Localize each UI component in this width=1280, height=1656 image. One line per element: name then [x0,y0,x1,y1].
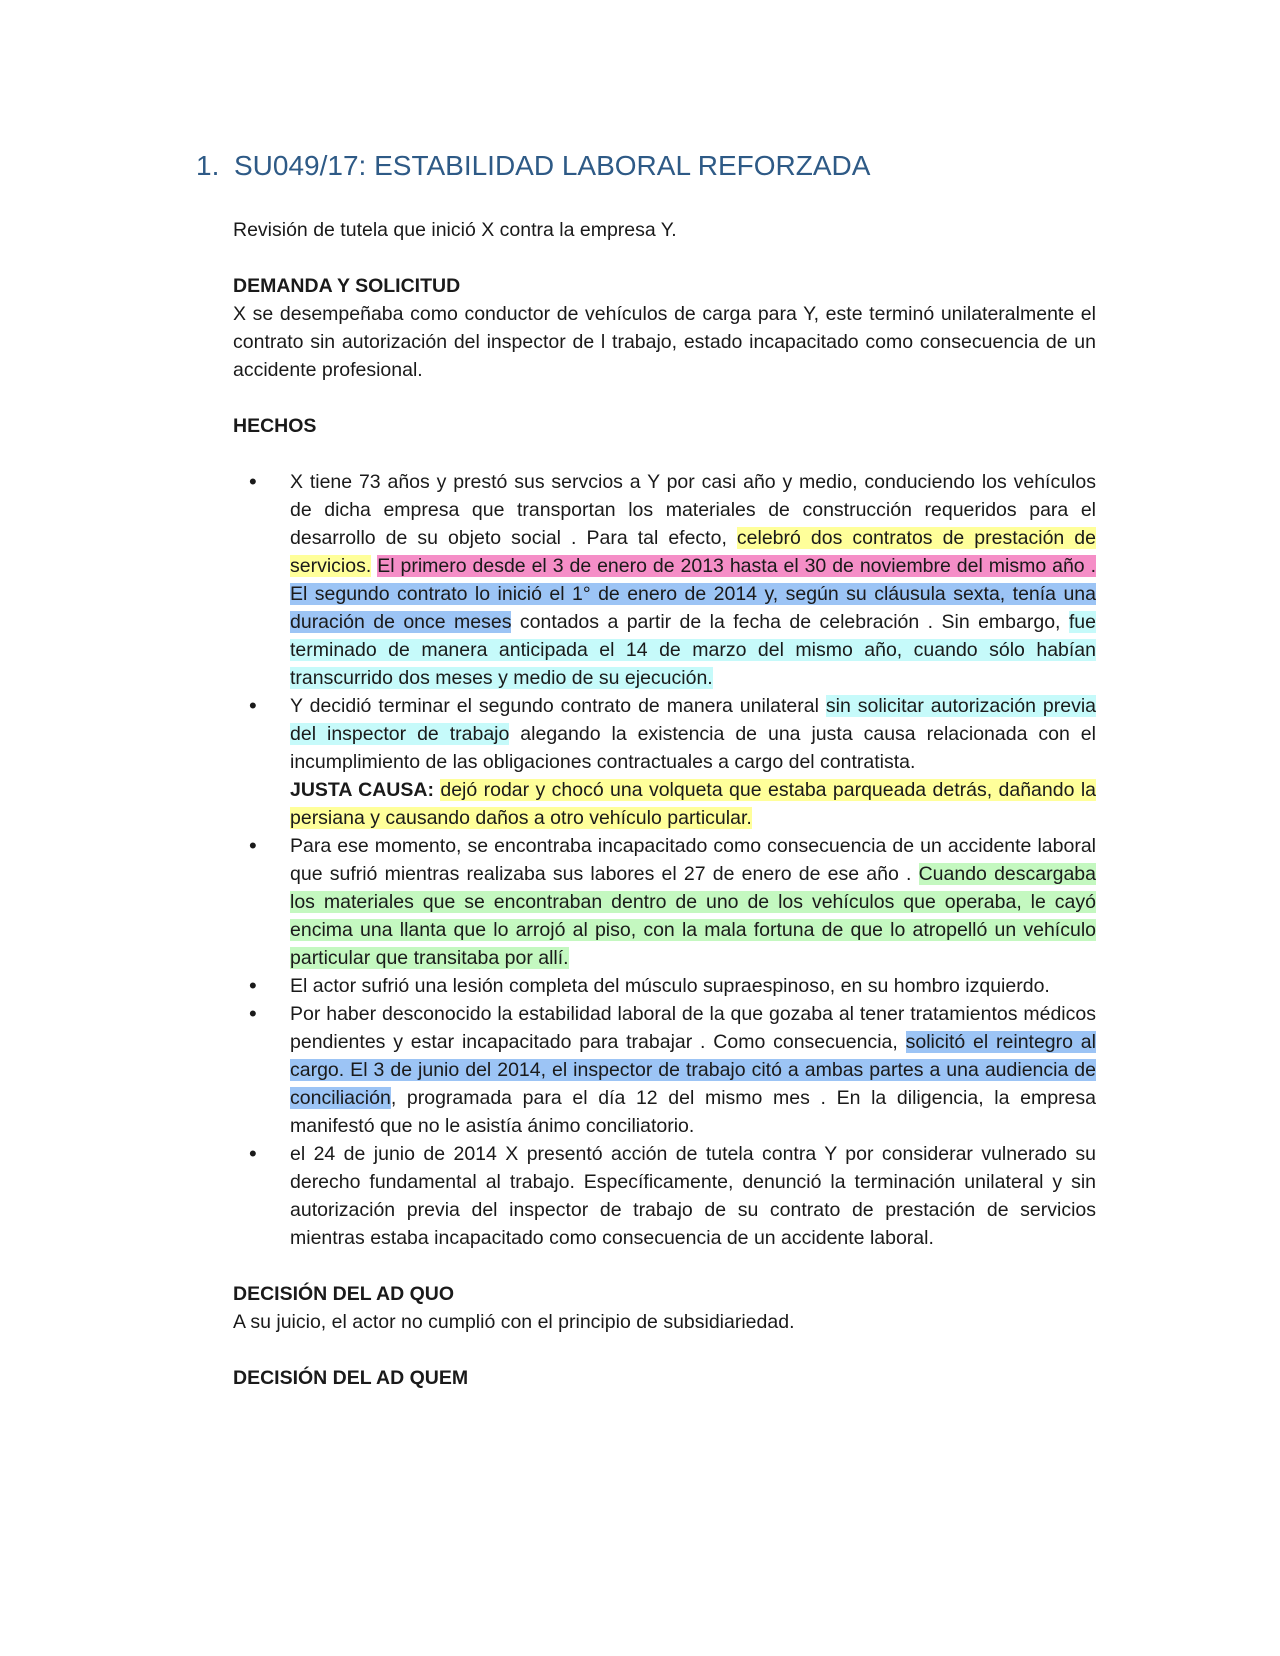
intro-paragraph: Revisión de tutela que inició X contra la empresa Y. [233,219,677,241]
list-item [233,832,1096,972]
highlight-blue: El segundo contrato lo inició el 1° de enero de 2014 y, según su cláusula sexta, tenía una duración de once meses [290,583,1096,633]
demanda-paragraph: X se desempeñaba como conductor de vehículos de carga para Y, este terminó unilateralmente el contrato sin autorización del inspector de l trabajo, estado incapacitado como consecuencia de un accidente profesional. [233,303,1096,381]
highlight-cyan: sin solicitar autorización previa del inspector de trabajo [290,695,1096,745]
heading-number: 1. [196,150,220,181]
highlight-pink: El primero desde el 3 de enero de 2013 hasta el 30 de noviembre del mismo año . [377,555,1096,577]
ad-quo-paragraph: A su juicio, el actor no cumplió con el principio de subsidiariedad. [233,1311,795,1333]
ad-quo-heading: DECISIÓN DEL AD QUO [233,1283,455,1305]
highlight-cyan: fue terminado de manera anticipada el 14 de marzo del mismo año, cuando sólo habían transcurrido dos meses y medio de su ejecución. [290,611,1096,689]
document-body [233,216,1096,1392]
highlight-blue: solicitó el reintegro al cargo. El 3 de junio del 2014, el inspector de trabajo citó a ambas partes a una audiencia de conciliación [290,1031,1096,1109]
justa-causa-label: JUSTA CAUSA: [290,779,434,801]
text-run: contados a partir de la fecha de celebración . Sin embargo, [511,611,1069,633]
section-heading [196,150,870,182]
hechos-heading: HECHOS [233,415,317,437]
list-item [233,1000,1096,1140]
text-run: Para ese momento, se encontraba incapacitado como consecuencia de un accidente laboral que sufrió mientras realizaba sus labores el 27 de enero de ese año . [290,835,1096,885]
text-run: Por haber desconocido la estabilidad laboral de la que gozaba al tener tratamientos médicos pendientes y estar incapacitado para trabajar . Como consecuencia, [290,1003,1096,1053]
text-run: X tiene 73 años y prestó sus servcios a Y por casi año y medio, conduciendo los vehículos de dicha empresa que transportan los materiales de construcción requeridos para el desarrollo de su objeto social . Para tal efecto, [290,471,1096,549]
heading-text: SU049/17: ESTABILIDAD LABORAL REFORZADA [234,150,871,181]
list-item [233,468,1096,692]
list-item [233,692,1096,832]
text-run: , programada para el día 12 del mismo mes . En la diligencia, la empresa manifestó que no le asistía ánimo conciliatorio. [290,1087,1096,1137]
list-item: • El actor sufrió una lesión completa del músculo supraespinoso, en su hombro izquierdo. [233,972,1096,1000]
highlight-green: Cuando descargaba los materiales que se encontraban dentro de uno de los vehículos que operaba, le cayó encima una llanta que lo arrojó al piso, con la mala fortuna de que lo atropelló un vehículo particular que transitaba por allí. [290,863,1096,969]
demanda-heading: DEMANDA Y SOLICITUD [233,275,461,297]
ad-quem-heading: DECISIÓN DEL AD QUEM [233,1367,469,1389]
text-run: alegando la existencia de una justa causa relacionada con el incumplimiento de las obligaciones contractuales a cargo del contratista. [290,723,1096,773]
hechos-list [233,468,1096,1252]
highlight-yellow: celebró dos contratos de prestación de servicios. [290,527,1096,577]
text-run: Y decidió terminar el segundo contrato de manera unilateral [290,695,826,717]
highlight-yellow: dejó rodar y chocó una volqueta que estaba parqueada detrás, dañando la persiana y causando daños a otro vehículo particular. [290,779,1096,829]
list-item: • el 24 de junio de 2014 X presentó acción de tutela contra Y por considerar vulnerado su derecho fundamental al trabajo. Específicamente, denunció la terminación unilateral y sin autorización previa del inspector de trabajo de su contrato de prestación de servicios mientras estaba incapacitado como consecuencia de un accidente laboral. [233,1140,1096,1252]
